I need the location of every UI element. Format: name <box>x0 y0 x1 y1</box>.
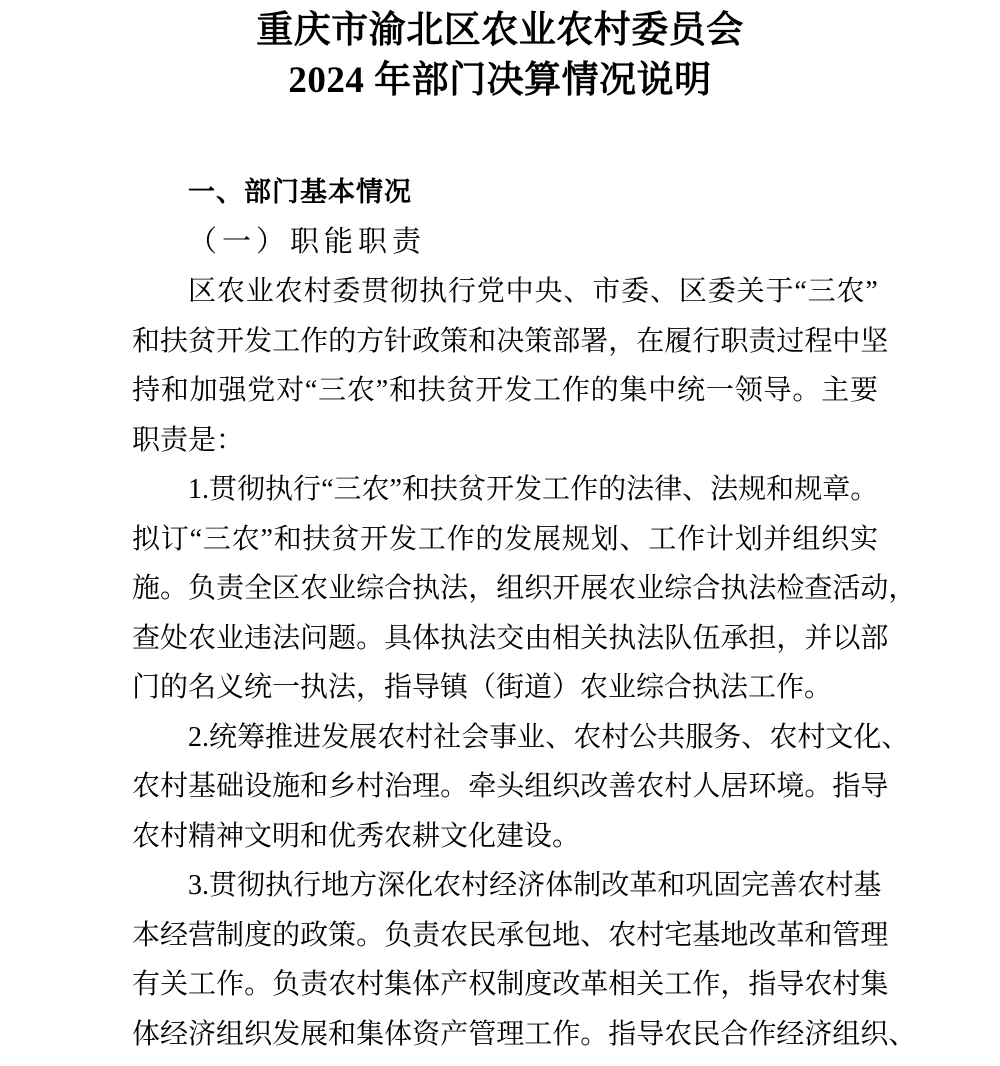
paragraph <box>132 713 910 862</box>
body-line: 农 村 基 础 设 施 和 乡 村 治 理 。 牵 头 组 织 改 善 农 村 人 居 环 境 。 指 导 <box>132 771 889 802</box>
body-line: 2 . 统 筹 推 进 发 展 农 村 社 会 事 业 、 农 村 公 共 服 务 、 农 村 文 化 、 <box>188 721 910 753</box>
body-line: 有 关 工 作 。 负 责 农 村 集 体 产 权 制 度 改 革 相 关 工 作 ， 指 导 农 村 集 <box>132 969 889 1000</box>
document-title <box>0 6 1000 106</box>
body-line: 本 经 营 制 度 的 政 策 。 负 责 农 民 承 包 地 、 农 村 宅 基 地 改 革 和 管 理 <box>132 919 889 951</box>
body-line: 体 经 济 组 织 发 展 和 集 体 资 产 管 理 工 作 。 指 导 农 民 合 作 经 济 组 织 、 <box>132 1018 917 1050</box>
body-line: 1 . 贯 彻 执 行 “ 三 农 ” 和 扶 贫 开 发 工 作 的 法 律 、 法 规 和 规 章 。 <box>188 474 879 505</box>
body-line: 职责是： <box>132 424 245 456</box>
body-line: 农村精神文明和优秀农耕文化建设。 <box>132 820 581 852</box>
body-line: 持 和 加 强 党 对 “ 三 农 ” 和 扶 贫 开 发 工 作 的 集 中 统 一 领 导 。 主 要 <box>132 375 878 406</box>
paragraph <box>132 465 917 713</box>
section-heading: 一、部门基本情况 <box>188 177 412 207</box>
paragraph <box>132 267 889 465</box>
document-body <box>132 168 917 1059</box>
subsection-heading: （一）职能职责 <box>188 225 427 258</box>
body-line: 拟 订 “ 三 农 ” 和 扶 贫 开 发 工 作 的 发 展 规 划 、 工 作 计 划 并 组 织 实 <box>132 523 878 555</box>
body-line: 查 处 农 业 违 法 问 题 。 具 体 执 法 交 由 相 关 执 法 队 伍 承 担 ， 并 以 部 <box>132 622 889 654</box>
body-line: 和 扶 贫 开 发 工 作 的 方 针 政 策 和 决 策 部 署 ， 在 履 行 职 责 过 程 中 坚 <box>132 325 889 357</box>
body-line: 门的名义统一执法，指导镇（街道）农业综合执法工作。 <box>132 672 833 703</box>
title-line-1: 重庆市渝北区农业农村委员会 <box>256 10 744 51</box>
body-line: 区 农 业 农 村 委 贯 彻 执 行 党 中 央 、 市 委 、 区 委 关 于 “ 三 农 ” <box>188 276 878 307</box>
paragraph <box>132 861 917 1059</box>
body-line: 3 . 贯 彻 执 行 地 方 深 化 农 村 经 济 体 制 改 革 和 巩 固 完 善 农 村 基 <box>188 870 882 901</box>
body-line: 施 。 负 责 全 区 农 业 综 合 执 法 ， 组 织 开 展 农 业 综 合 执 法 检 查 活 动 ， <box>132 573 917 604</box>
title-line-2: 2024 年部门决算情况说明 <box>288 60 712 101</box>
